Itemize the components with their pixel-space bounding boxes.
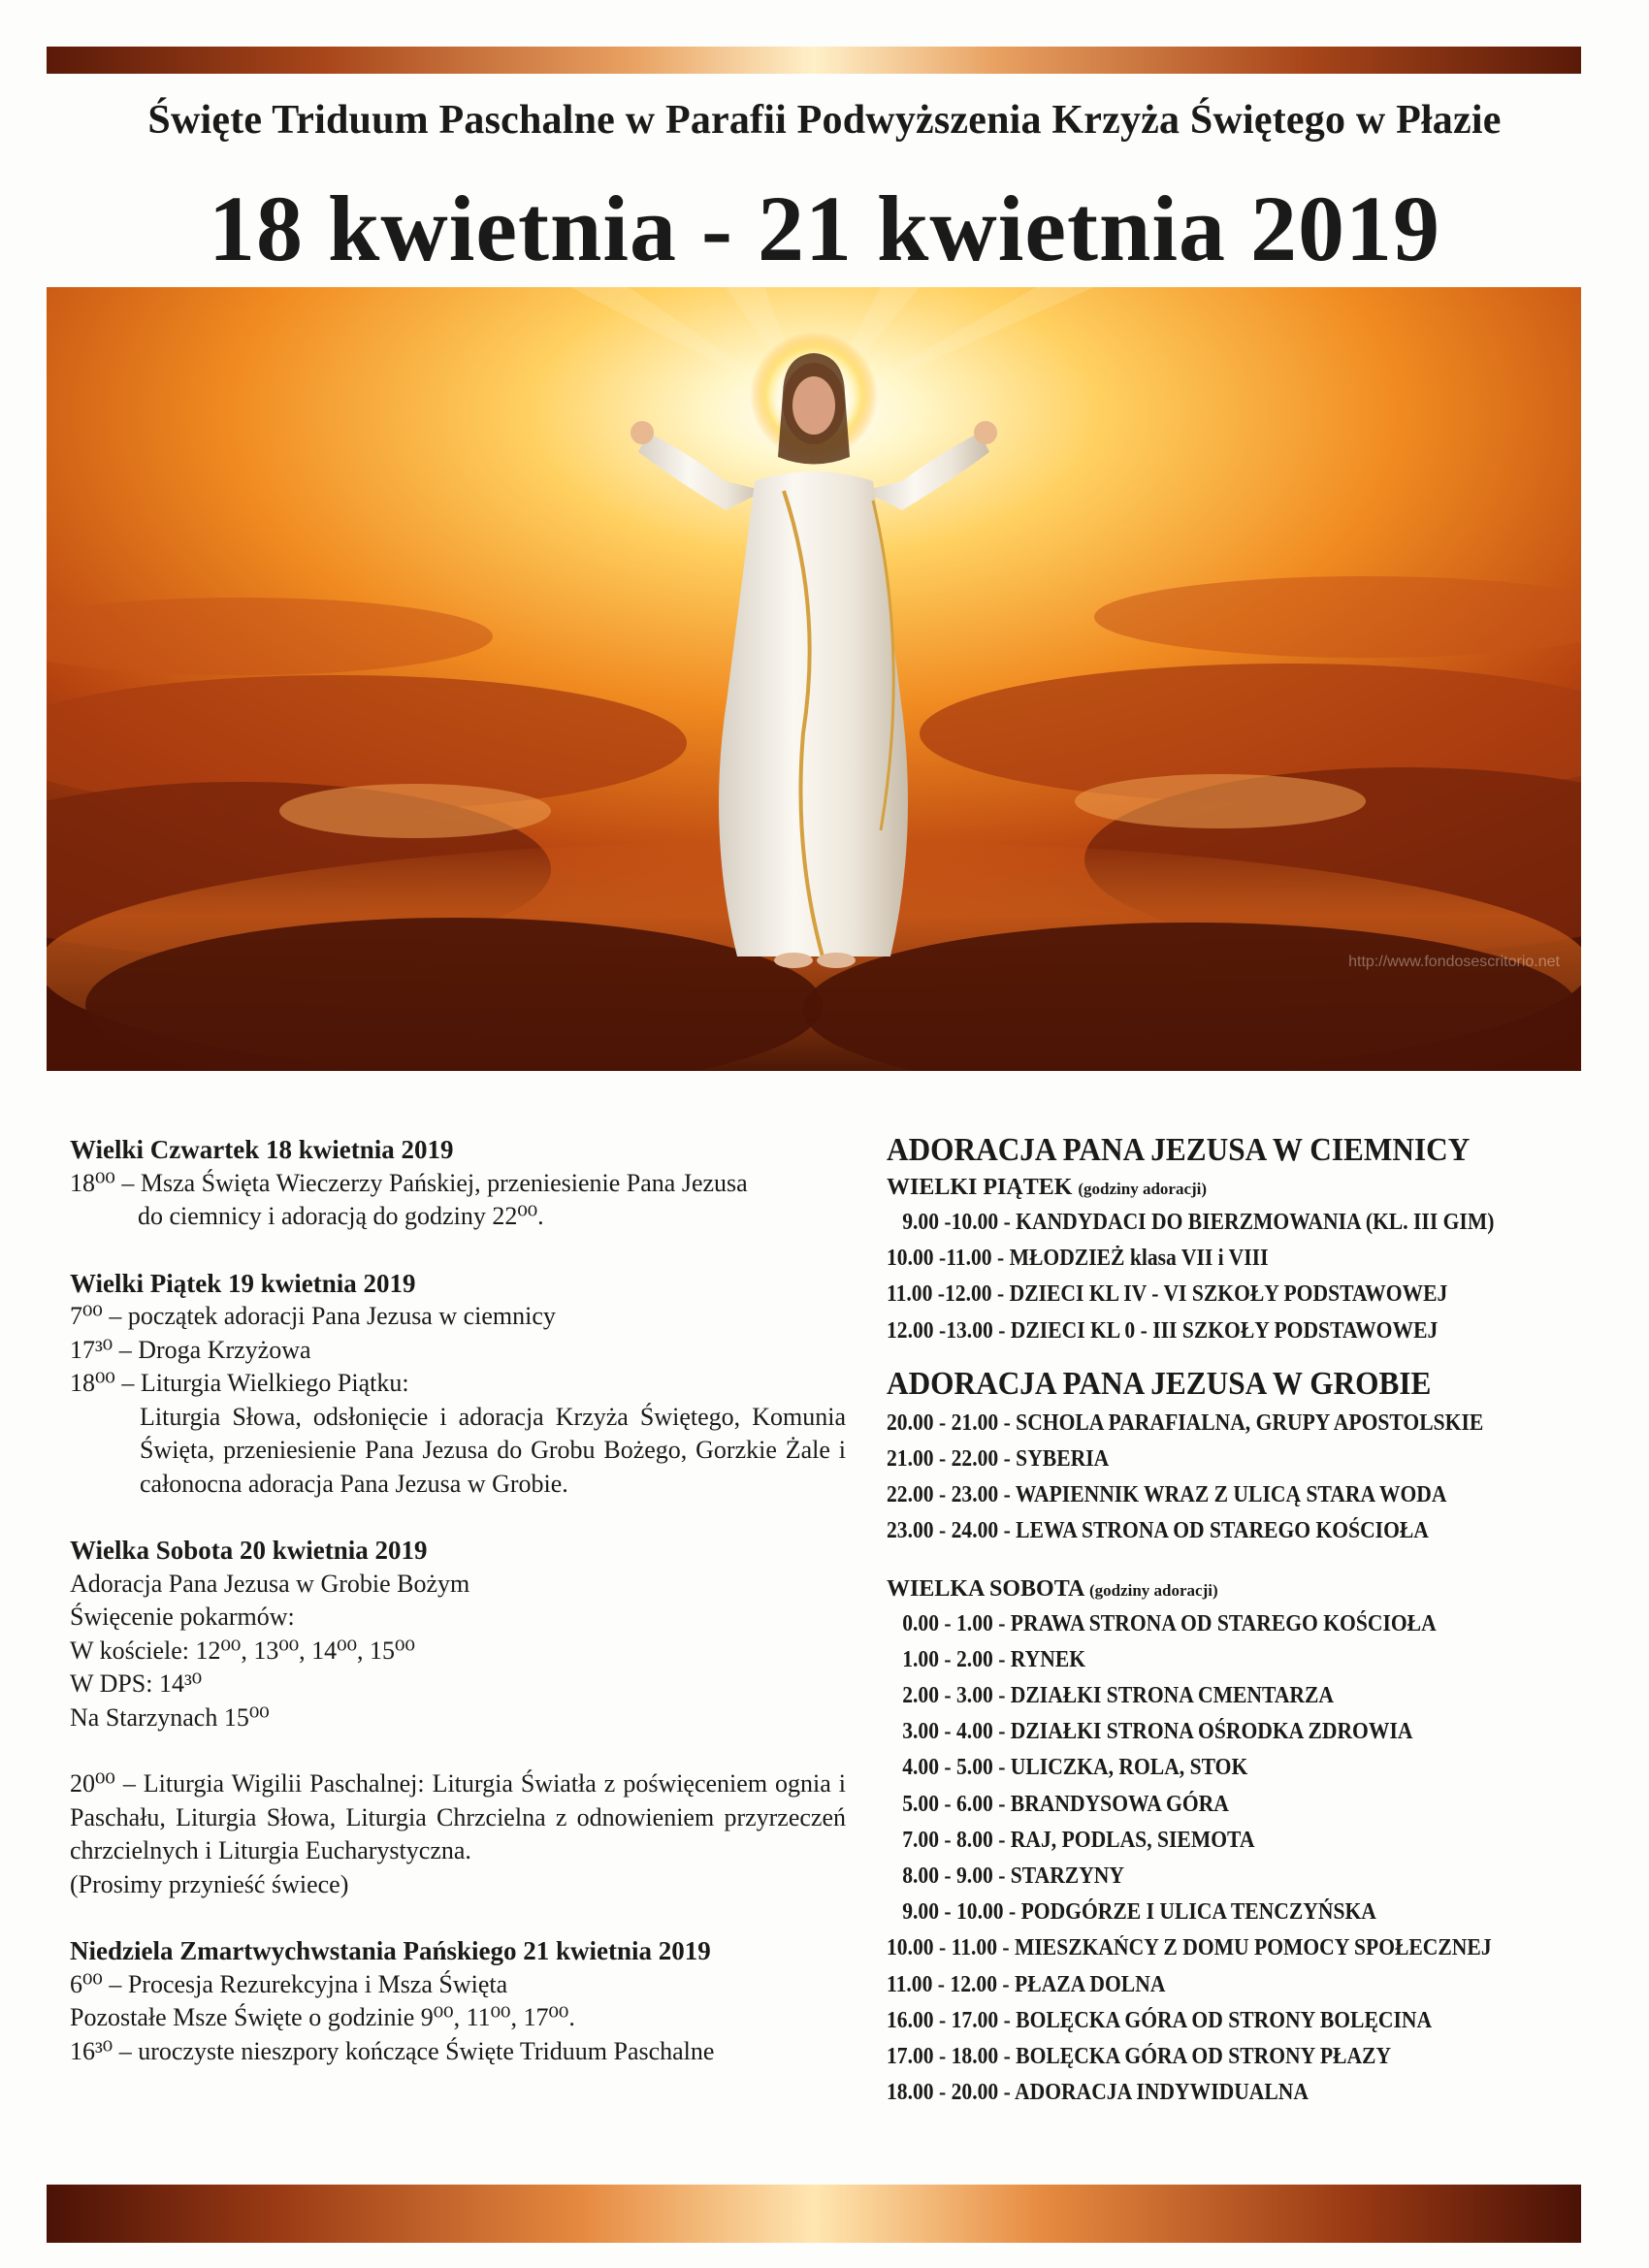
thursday-heading: Wielki Czwartek 18 kwietnia 2019 (70, 1135, 454, 1164)
schedule-row: 8.00 - 9.00 - STARZYNY (902, 1863, 1125, 1890)
hero-watermark: http://www.fondosescritorio.net (1348, 954, 1560, 970)
top-decorative-band (47, 47, 1581, 74)
sunday-heading: Niedziela Zmartwychwstania Pańskiego 21 kwietnia 2019 (70, 1936, 711, 1965)
saturday-line-5: Na Starzynach 15⁰⁰ (70, 1702, 270, 1732)
friday-line-2: 17³⁰ – Droga Krzyżowa (70, 1335, 311, 1364)
ciemnica-rows (887, 1205, 1585, 1349)
thursday-line-1: 18⁰⁰ – Msza Święta Wieczerzy Pańskiej, przeniesienie Pana Jezusa (70, 1168, 748, 1197)
schedule-row: 0.00 - 1.00 - PRAWA STRONA OD STAREGO KOŚCIOŁA (902, 1610, 1437, 1636)
friday-line-3: 18⁰⁰ – Liturgia Wielkiego Piątku: (70, 1369, 409, 1397)
schedule-row: 22.00 - 23.00 - WAPIENNIK WRAZ Z ULICĄ STARA WODA (887, 1482, 1447, 1508)
services-schedule (70, 1133, 846, 2068)
schedule-row: 2.00 - 3.00 - DZIAŁKI STRONA CMENTARZA (902, 1683, 1335, 1709)
schedule-row: 12.00 -13.00 - DZIECI KL 0 - III SZKOŁY PODSTAWOWEJ (887, 1317, 1439, 1344)
poster-subtitle: Święte Triduum Paschalne w Parafii Podwyższenia Krzyża Świętego w Płazie (147, 98, 1502, 143)
saturday-line-2: Święcenie pokarmów: (70, 1603, 295, 1631)
schedule-row: 16.00 - 17.00 - BOLĘCKA GÓRA OD STRONY BOLĘCINA (887, 2007, 1433, 2033)
saturday-line-6: 20⁰⁰ – Liturgia Wigilii Paschalnej: Liturgia Światła z poświęceniem ognia i Paschału, Liturgia Słowa, Liturgia Chrzcielna z odnowieniem przyrzeczeń chrzcielnych i Liturgia Eucharystyczna. (70, 1769, 846, 1864)
sobota-rows (887, 1606, 1585, 2112)
schedule-row: 4.00 - 5.00 - ULICZKA, ROLA, STOK (902, 1755, 1248, 1781)
saturday-line-1: Adoracja Pana Jezusa w Grobie Bożym (70, 1569, 470, 1598)
thursday-line-2: do ciemnicy i adoracją do godziny 22⁰⁰. (138, 1202, 544, 1230)
ciemnica-day (887, 1172, 1585, 1205)
sobota-day-label: WIELKA SOBOTA (887, 1575, 1083, 1602)
grob-title: ADORACJA PANA JEZUSA W GROBIE (887, 1365, 1432, 1402)
adoration-schedule (887, 1129, 1585, 2111)
schedule-row: 1.00 - 2.00 - RYNEK (902, 1646, 1086, 1672)
saturday-heading: Wielka Sobota 20 kwietnia 2019 (70, 1536, 428, 1565)
ciemnica-day-note: (godziny adoracji) (1078, 1180, 1208, 1198)
schedule-row: 3.00 - 4.00 - DZIAŁKI STRONA OŚRODKA ZDROWIA (902, 1719, 1413, 1745)
schedule-row: 20.00 - 21.00 - SCHOLA PARAFIALNA, GRUPY APOSTOLSKIE (887, 1409, 1484, 1436)
schedule-row: 9.00 - 10.00 - PODGÓRZE I ULICA TENCZYŃSKA (902, 1899, 1376, 1926)
sobota-day-note: (godziny adoracji) (1088, 1580, 1218, 1600)
schedule-row: 11.00 - 12.00 - PŁAZA DOLNA (887, 1971, 1166, 1997)
sunday-line-1: 6⁰⁰ – Procesja Rezurekcyjna i Msza Święta (70, 1969, 508, 1998)
ciemnica-title: ADORACJA PANA JEZUSA W CIEMNICY (887, 1132, 1471, 1168)
schedule-row: 7.00 - 8.00 - RAJ, PODLAS, SIEMOTA (902, 1827, 1255, 1853)
saturday-line-7: (Prosimy przynieść świece) (70, 1869, 349, 1898)
poster-dates: 18 kwietnia - 21 kwietnia 2019 (208, 177, 1441, 280)
sunday-line-3: 16³⁰ – uroczyste nieszpory kończące Święte Triduum Paschalne (70, 2036, 715, 2065)
schedule-row: 18.00 - 20.00 - ADORACJA INDYWIDUALNA (887, 2080, 1310, 2106)
bottom-decorative-band (47, 2185, 1581, 2243)
schedule-row: 5.00 - 6.00 - BRANDYSOWA GÓRA (902, 1791, 1229, 1817)
schedule-row: 9.00 -10.00 - KANDYDACI DO BIERZMOWANIA (KL. III GIM) (902, 1210, 1495, 1235)
grob-rows (887, 1406, 1585, 1550)
friday-heading: Wielki Piątek 19 kwietnia 2019 (70, 1268, 416, 1298)
schedule-row: 10.00 -11.00 - MŁODZIEŻ klasa VII i VIII (887, 1246, 1269, 1272)
ciemnica-day-label: WIELKI PIĄTEK (887, 1175, 1073, 1200)
friday-line-4: Liturgia Słowa, odsłonięcie i adoracja Krzyża Świętego, Komunia Święta, przeniesienie Pana Jezusa do Grobu Bożego, Gorzkie Żale i całonocna adoracja Pana Jezusa w Grobie. (140, 1402, 846, 1498)
friday-line-1: 7⁰⁰ – początek adoracji Pana Jezusa w ciemnicy (70, 1302, 556, 1330)
schedule-row: 11.00 -12.00 - DZIECI KL IV - VI SZKOŁY PODSTAWOWEJ (887, 1281, 1448, 1308)
saturday-line-4: W DPS: 14³⁰ (70, 1669, 203, 1698)
hero-image (47, 287, 1581, 1071)
sunday-line-2: Pozostałe Msze Święte o godzinie 9⁰⁰, 11⁰⁰, 17⁰⁰. (70, 2003, 575, 2031)
schedule-row: 17.00 - 18.00 - BOLĘCKA GÓRA OD STRONY PŁAZY (887, 2044, 1392, 2070)
schedule-row: 10.00 - 11.00 - MIESZKAŃCY Z DOMU POMOCY SPOŁECZNEJ (887, 1935, 1492, 1961)
sobota-day (887, 1573, 1585, 1606)
saturday-line-3: W kościele: 12⁰⁰, 13⁰⁰, 14⁰⁰, 15⁰⁰ (70, 1636, 415, 1665)
schedule-row: 23.00 - 24.00 - LEWA STRONA OD STAREGO KOŚCIOŁA (887, 1518, 1429, 1544)
schedule-row: 21.00 - 22.00 - SYBERIA (887, 1446, 1110, 1473)
hero-illustration (47, 287, 1581, 1071)
